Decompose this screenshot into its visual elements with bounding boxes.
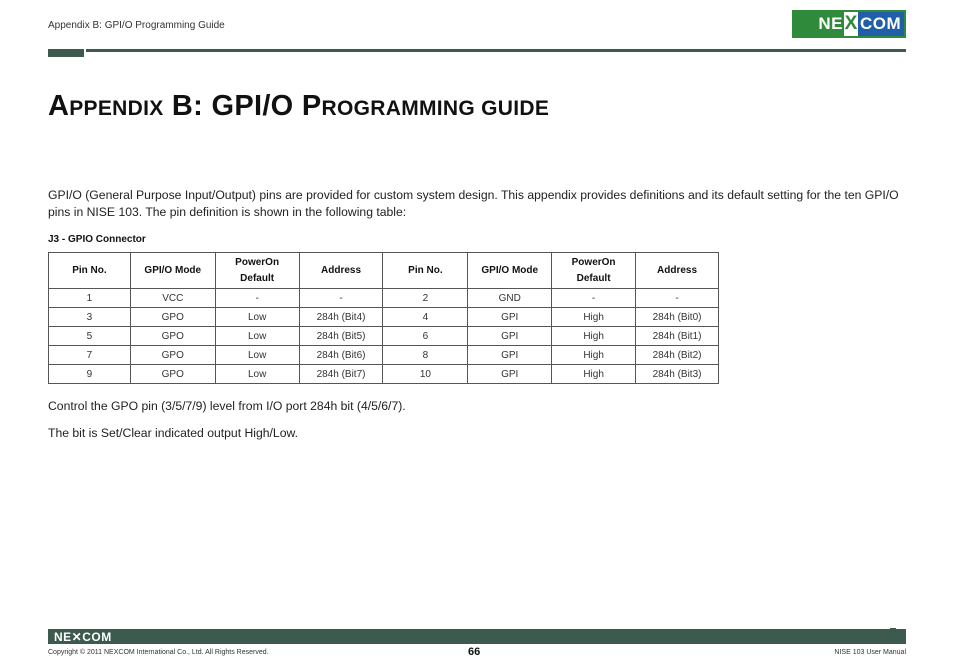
note-gpo-control: Control the GPO pin (3/5/7/9) level from I/O port 284h bit (4/5/6/7).	[48, 399, 406, 413]
header-accent-block	[48, 49, 84, 57]
intro-paragraph: GPI/O (General Purpose Input/Output) pins are provided for custom system design. This appendix provides definitions and its default setting for the ten GPI/O pins in NISE 103. The pin definition is shown in the following table:	[48, 188, 899, 219]
table-cell: -	[636, 289, 719, 308]
table-cell: 10	[383, 365, 468, 384]
gpio-connector-table	[48, 252, 719, 384]
page-title	[48, 90, 549, 123]
page-number: 66	[468, 646, 481, 658]
table-cell: 284h (Bit4)	[299, 308, 383, 327]
table-cell: GPO	[130, 308, 215, 327]
table-header-cell: Pin No.	[49, 253, 131, 289]
table-cell: 284h (Bit5)	[299, 327, 383, 346]
table-header-cell: GPI/O Mode	[130, 253, 215, 289]
table-cell: 9	[49, 365, 131, 384]
table-cell: 284h (Bit6)	[299, 346, 383, 365]
title-cap-a: A	[48, 90, 70, 122]
title-rest-a: PPENDIX	[69, 97, 164, 120]
table-cell: 284h (Bit0)	[636, 308, 719, 327]
table-cell: GPI	[468, 308, 552, 327]
table-cell: -	[215, 289, 299, 308]
table-cell: 5	[49, 327, 131, 346]
table-cell: -	[552, 289, 636, 308]
footer-squares-icon	[890, 628, 906, 646]
table-cell: 284h (Bit3)	[636, 365, 719, 384]
table-cell: High	[552, 308, 636, 327]
table-header-cell: Address	[299, 253, 383, 289]
table-caption: J3 - GPIO Connector	[48, 234, 146, 245]
table-cell: 284h (Bit2)	[636, 346, 719, 365]
table-row	[49, 346, 719, 365]
footer-bar	[48, 629, 906, 644]
table-cell: GPI	[468, 327, 552, 346]
logo-ne: NE	[794, 12, 844, 36]
table-cell: High	[552, 346, 636, 365]
table-header-cell: GPI/O Mode	[468, 253, 552, 289]
table-cell: GPI	[468, 365, 552, 384]
table-cell: GPO	[130, 346, 215, 365]
note-bit-set-clear: The bit is Set/Clear indicated output High/Low.	[48, 426, 298, 440]
table-cell: 3	[49, 308, 131, 327]
table-cell: Low	[215, 327, 299, 346]
table-cell: GPO	[130, 365, 215, 384]
manual-name: NISE 103 User Manual	[834, 649, 906, 656]
table-cell: 7	[49, 346, 131, 365]
title-middle: B: GPI/O	[163, 90, 302, 122]
table-cell: High	[552, 365, 636, 384]
table-row	[49, 327, 719, 346]
table-cell: 6	[383, 327, 468, 346]
table-row	[49, 308, 719, 327]
table-header-row	[49, 253, 719, 289]
table-row	[49, 289, 719, 308]
table-cell: Low	[215, 308, 299, 327]
table-header-cell: PowerOn Default	[552, 253, 636, 289]
nexcom-logo	[792, 10, 906, 38]
title-rest-p: ROGRAMMING GUIDE	[321, 97, 550, 120]
logo-com: COM	[858, 12, 904, 36]
table-row	[49, 365, 719, 384]
table-cell: 1	[49, 289, 131, 308]
table-cell: 4	[383, 308, 468, 327]
table-cell: VCC	[130, 289, 215, 308]
table-cell: 284h (Bit7)	[299, 365, 383, 384]
table-cell: Low	[215, 346, 299, 365]
running-header: Appendix B: GPI/O Programming Guide	[48, 20, 225, 31]
table-cell: Low	[215, 365, 299, 384]
table-header-cell: Pin No.	[383, 253, 468, 289]
table-cell: -	[299, 289, 383, 308]
footer-logo: NE✕COM	[54, 630, 112, 644]
logo-x: X	[844, 13, 858, 34]
table-cell: 8	[383, 346, 468, 365]
table-cell: GPO	[130, 327, 215, 346]
table-cell: High	[552, 327, 636, 346]
table-cell: GPI	[468, 346, 552, 365]
table-cell: GND	[468, 289, 552, 308]
table-header-cell: Address	[636, 253, 719, 289]
table-cell: 284h (Bit1)	[636, 327, 719, 346]
title-cap-p: P	[301, 90, 322, 122]
copyright-notice: Copyright © 2011 NEXCOM International Co., Ltd. All Rights Reserved.	[48, 649, 269, 656]
table-cell: 2	[383, 289, 468, 308]
table-header-cell: PowerOn Default	[215, 253, 299, 289]
header-rule	[86, 49, 906, 52]
